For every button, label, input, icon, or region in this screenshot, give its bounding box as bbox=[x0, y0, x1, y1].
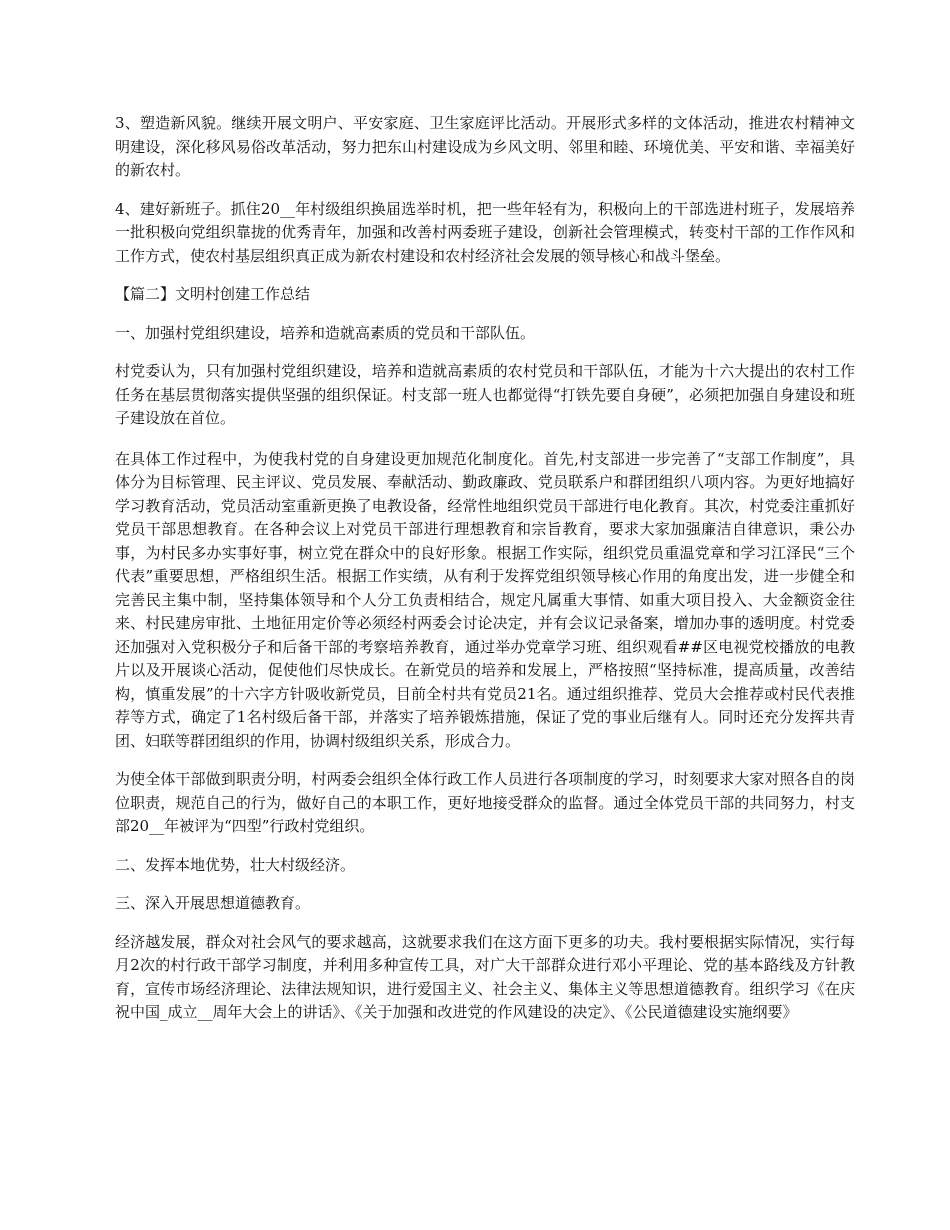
paragraph-party-committee: 村党委认为，只有加强村党组织建设，培养和造就高素质的农村党员和干部队伍，才能为十六大提出的农村工作任务在基层贯彻落实提供坚强的组织保证。村支部一班人也都觉得“打铁先要自身硬”，必须把加强自身建设和班子建设放在首位。 bbox=[115, 362, 855, 427]
paragraph-work-process: 在具体工作过程中，为使我村党的自身建设更加规范化制度化。首先,村支部进一步完善了“支部工作制度”，具体分为目标管理、民主评议、党员发展、奉献活动、勤政廉政、党员联系户和群团组织八项内容。为更好地搞好学习教育活动，党员活动室重新更换了电教设备，经常性地组织党员干部进行电化教育。其次，村党委注重抓好党员干部思想教育。在各种会议上对党员干部进行理想教育和宗旨教育，要求大家加强廉洁自律意识，秉公办事，为村民多办实事好事，树立党在群众中的良好形象。根据工作实际，组织党员重温党章和学习江泽民“三个代表”重要思想，严格组织生活。根据工作实绩，从有利于发挥党组织领导核心作用的角度出发，进一步健全和完善民主集中制，坚持集体领导和个人分工负责相结合，规定凡属重大事情、如重大项目投入、大金额资金往来、村民建房审批、土地征用定价等必须经村两委会讨论决定，并有会议记录备案，增加办事的透明度。村党委还加强对入党积极分子和后备干部的考察培养教育，通过举办党章学习班、组织观看##区电视党校播放的电教片以及开展谈心活动，促使他们尽快成长。在新党员的培养和发展上，严格按照“坚持标准，提高质量，改善结构，慎重发展”的十六字方针吸收新党员，目前全村共有党员21名。通过组织推荐、党员大会推荐或村民代表推荐等方式，确定了1名村级后备干部，并落实了培养锻炼措施，保证了党的事业后继有人。同时还充分发挥共青团、妇联等群团组织的作用，协调村级组织关系，形成合力。 bbox=[115, 449, 855, 750]
paragraph-shape-new-style: 3、塑造新风貌。继续开展文明户、平安家庭、卫生家庭评比活动。开展形式多样的文体活动，推进农村精神文明建设，深化移风易俗改革活动，努力把东山村建设成为乡风文明、邻里和睦、环境优美、平安和谐、幸福美好的新农村。 bbox=[115, 114, 855, 179]
heading-strengthen-party: 一、加强村党组织建设，培养和造就高素质的党员和干部队伍。 bbox=[115, 323, 536, 342]
heading-moral-education: 三、深入开展思想道德教育。 bbox=[115, 894, 311, 912]
section-heading-part-two: 【篇二】文明村创建工作总结 bbox=[115, 285, 311, 303]
paragraph-economic-development: 经济越发展，群众对社会风气的要求越高，这就要求我们在这方面下更多的功夫。我村要根据实际情况，实行每月2次的村行政干部学习制度，并利用多种宣传工具，对广大干部群众进行邓小平理论、党的基本路线及方针教育，宣传市场经济理论、法律法规知识，进行爱国主义、社会主义、集体主义等思想道德教育。组织学习《在庆祝中国_成立__周年大会上的讲话》、《关于加强和改进党的作风建设的决定》、《公民道德建设实施纲要》 bbox=[115, 932, 855, 1021]
paragraph-responsibilities: 为使全体干部做到职责分明，村两委会组织全体行政工作人员进行各项制度的学习，时刻要求大家对照各自的岗位职责，规范自己的行为，做好自己的本职工作，更好地接受群众的监督。通过全体党员干部的共同努力，村支部20__年被评为“四型”行政村党组织。 bbox=[115, 770, 855, 835]
heading-local-advantage: 二、发挥本地优势，壮大村级经济。 bbox=[115, 855, 356, 874]
paragraph-build-new-team: 4、建好新班子。抓住20__年村级组织换届选举时机，把一些年轻有为，积极向上的干部选进村班子，发展培养一批积极向党组织靠拢的优秀青年，加强和改善村两委班子建设，创新社会管理模式，转变村干部的工作作风和工作方式，使农村基层组织真正成为新农村建设和农村经济社会发展的领导核心和战斗堡垒。 bbox=[115, 199, 855, 265]
document-page bbox=[115, 112, 855, 1040]
